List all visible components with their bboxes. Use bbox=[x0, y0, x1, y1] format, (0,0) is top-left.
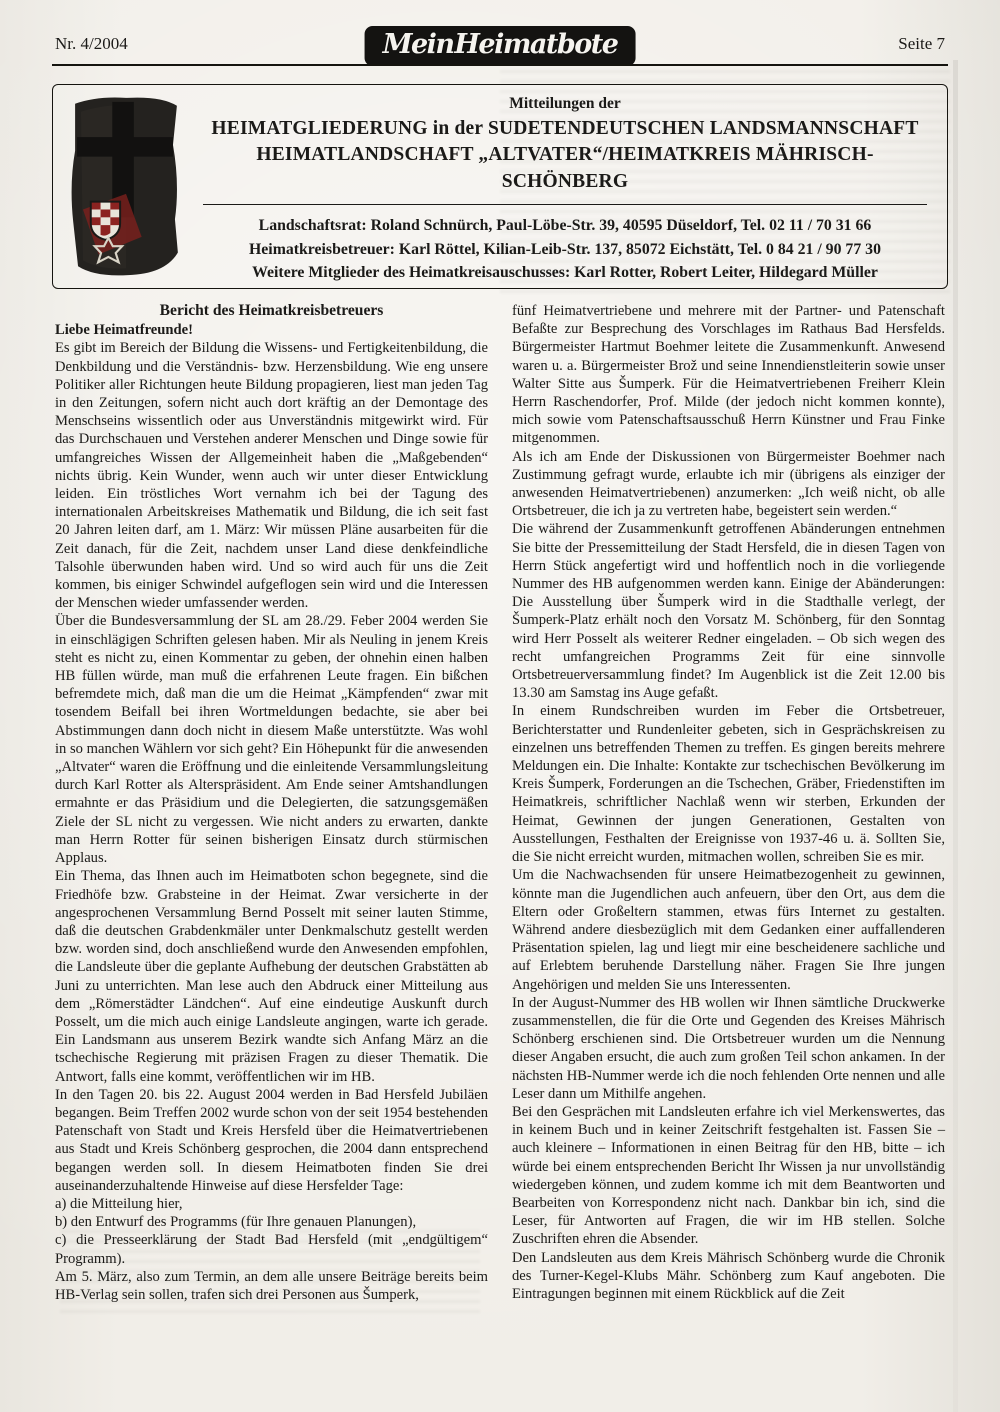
association-header-box bbox=[52, 84, 948, 289]
association-header-text bbox=[191, 85, 947, 288]
paragraph: In der August-Nummer des HB wollen wir Ihnen sämtliche Druckwerke zusammenstellen, die für die Orte und Gegenden des Kreises Mährisch Schönberg erschienen sind. Die Ortsbetreuer wurden um die Nennung dieser Angaben ersucht, die auch zum großen Teil schon ankamen. In der nächsten HB-Nummer werde ich die noch fehlenden Orte nennen und alle Leser dann um Mithilfe angehen. bbox=[512, 994, 945, 1102]
page-number: Seite 7 bbox=[898, 34, 945, 53]
box-title-line2: HEIMATLANDSCHAFT „ALTVATER“/HEIMATKREIS MÄHRISCH-SCHÖNBERG bbox=[256, 144, 874, 192]
article-salutation: Liebe Heimatfreunde! bbox=[55, 322, 193, 339]
left-column bbox=[55, 302, 488, 1304]
masthead-title: Mein Heimatbote bbox=[382, 29, 618, 60]
paragraph: Am 5. März, also zum Termin, an dem alle unsere Beiträge bereits beim HB-Verlag sein sollen, trafen sich drei Personen aus Šumperk, bbox=[55, 1268, 488, 1303]
box-divider bbox=[203, 204, 927, 205]
box-subtitle: Mitteilungen der bbox=[509, 95, 621, 112]
paragraph: Um die Nachwachsenden für unsere Heimatbezogenheit zu gewinnen, könnte man die Jugendlichen auch anfeuern, über den Ort, aus dem die Eltern oder Großeltern stammen, etwas fürs Internet zu gestalten. Während andere diesbezüglich mit dem Gedanken einer auffallenderen Präsentation spielen, lag und liegt mir eine bescheidenere sachliche und auf Erlebtem beruhende Darstellung näher. Fragen Sie Ihre jungen Angehörigen und melden Sie uns Interessenten. bbox=[512, 867, 945, 993]
article-heading: Bericht des Heimatkreisbetreuers bbox=[159, 302, 384, 319]
box-title-line1: HEIMATGLIEDERUNG in der SUDETENDEUTSCHEN LANDSMANNSCHAFT bbox=[211, 118, 919, 139]
paragraph: Bei den Gesprächen mit Landsleuten erfahre ich viel Merkenswertes, das in keinem Buch und in keiner Zeitschrift festgehalten ist. Fassen Sie – auch kleinere – Informationen in einen Beitrag für den HB, bitte – ich würde bei einem entsprechenden Bericht Ihr Wissen ja nur unvollständig wiedergeben können, und zudem komme ich mit dem Beantworten und Bearbeiten von Korrespondenz nicht nach. Dankbar bin ich, sind die Leser, für Antworten auf Fragen, die wir im HB stellen. Solche Zuschriften ehren die Absender. bbox=[512, 1103, 945, 1248]
contact-landschaftsrat: Landschaftsrat: Roland Schnürch, Paul-Löbe-Str. 39, 40595 Düseldorf, Tel. 02 11 / 70 31 66 bbox=[258, 216, 872, 234]
paragraph: In einem Rundschreiben wurden im Feber die Ortsbetreuer, Berichterstatter und Rundenleiter gebeten, sich in Gesprächskreisen zu einzelnen uns betreffenden Themen zu treffen. Es gingen bereits mehrere Meldungen ein. Die Inhalte: Kontakte zur tschechischen Bevölkerung im Kreis Šumperk, Forderungen an die Tschechen, Gräber, Friedenstiften im Heimatkreis, schriftlicher Nachlaß wenn wir sterben, Erkunden der Heimat, Gewinnen der jungen Generationen, Gestalten von Ausstellungen, Festhalten der Ereignisse von 1937-46 u. ä. Sollten Sie, die Sie nicht erreicht wurden, mitmachen wollen, schreiben Sie es mir. bbox=[512, 703, 945, 866]
article-body bbox=[55, 302, 945, 1304]
paragraph: Die während der Zusammenkunft getroffenen Abänderungen entnehmen Sie bitte der Pressemitteilung der Stadt Hersfeld, die in diesen Tagen von Herrn Stück angefertigt wird und hoffentlich noch in die vorliegende Nummer des HB aufgenommen werden kann. Einige der Abänderungen: Die Ausstellung über Šumperk wird in die Stadthalle verlegt, der Šumperk-Platz erhält noch den Vorsatz M. Schönberg, für den Sonntag wird Herr Posselt als weiterer Redner eingeladen. – Ob sich wegen des recht umfangreichen Programms Zeit für eine sinnvolle Ortsbetreuerversammlung findet? Im Augenblick ist die Zeit 12.00 bis 13.30 am Samstag ins Auge gefaßt. bbox=[512, 521, 945, 702]
paragraph: Über die Bundesversammlung der SL am 28./29. Feber 2004 werden Sie in einschlägigen Schriften gelesen haben. Mir als Neuling in jenem Kreis steht es nicht zu, einen Kommentar zu geben, der ohnehin einen halben HB füllen würde, man muß die erfahrenen Leute fragen. Ein bißchen befremdete mich, daß man die um die Heimat „Kämpfenden“ zwar mit tosendem Beifall bei ihren Wortmeldungen bedachte, sie aber bei Abstimmungen dann doch nicht in diesem Maße unterstützte. Was wohl in so manchen Wählern vor sich geht? Ein Höhepunkt für die anwesenden „Altvater“ waren die Eröffnung und die einleitende Versammlungsleitung durch Karl Rotter als Alterspräsident. Am Ende seiner Amtshandlungen ermahnte er das Präsidium und die Delegierten, die satzungsgemäßen Ziele der SL nicht zu vergessen. Wie nicht anders zu erwarten, dankte man Herrn Rotter für seinen bisherigen Einsatz durch stürmischen Applaus. bbox=[55, 613, 488, 867]
header-divider bbox=[52, 64, 948, 66]
left-column-text bbox=[55, 339, 488, 1304]
paragraph: Es gibt im Bereich der Bildung die Wissens- und Fertigkeitenbildung, die Denkbildung und die Verständnis- bzw. Herzensbildung. Wie eng unsere Politiker aller Richtungen heute Bildung propagieren, liest man jeden Tag in den Zeitungen, sofern nicht auch dort kräftig an der Demontage des Menschseins wissentlich oder aus Unverständnis mitgewirkt wird. Für das Durchschauen und Verstehen anderer Menschen und Dinge sowie für umfangreiches Wissen der Allgemeinheit haben die „Maßgebenden“ nichts übrig. Kein Wunder, wenn auch wir unter dieser Entwicklung leiden. Ein tröstliches Wort vernahm ich bei der Tagung des internationalen Arbeitskreises Mathematik und Bildung, die ich seit fast 20 Jahren leiten darf, am 1. März: Wir müssen Pläne ausarbeiten für die Zeit danach, für die Zeit, nachdem unser Land diese denkfeindliche Talsohle überwunden haben wird. Und so wird auch für uns die Zeit kommen, bis einiger Schwindel aufgeflogen sein wird und die Interessen der Menschen wieder umfassender werden. bbox=[55, 340, 488, 612]
masthead-logo bbox=[365, 26, 636, 66]
right-column bbox=[512, 302, 945, 1304]
paragraph: Ein Thema, das Ihnen auch im Heimatboten schon begegnete, sind die Friedhöfe bzw. Grabsteine in der Heimat. Zwar versicherte in der angesprochenen Versammlung Bernd Posselt mit seiner lauten Stimme, daß die deutschen Grabdenkmäler unter Denkmalschutz gestellt werden bzw. worden sind, doch anschließend wurde den Anwesenden empfohlen, die Landsleute über die geplante Aufhebung der deutschen Grabstätten ab Juni zu unterrichten. Man lese auch den Abdruck einer Mitteilung aus dem „Römerstädter Ländchen“. Auf eine eindeutige Auskunft durch Posselt, um die mich auch einige Landsleute angingen, warte ich gerade. Ein Landsmann aus unserem Bezirk wandte sich Anfang März an die tschechische Regierung mit präzisen Fragen zu dieser Thematik. Die Antwort, falls eine kommt, veröffentlichen wir im HB. bbox=[55, 868, 488, 1085]
scan-edge-shadow bbox=[953, 60, 958, 1412]
contact-heimatkreisbetreuer: Heimatkreisbetreuer: Karl Röttel, Kilian-Leib-Str. 137, 85072 Eichstätt, Tel. 0 84 21 / 90 77 30 bbox=[249, 240, 881, 258]
paragraph: b) den Entwurf des Programms (für Ihre genauen Planungen), bbox=[55, 1214, 417, 1231]
issue-number: Nr. 4/2004 bbox=[55, 34, 128, 53]
coat-of-arms-icon bbox=[53, 85, 191, 288]
contact-weitere-mitglieder: Weitere Mitglieder des Heimatkreisauschusses: Karl Rotter, Robert Leiter, Hildegard Müller bbox=[252, 264, 878, 282]
paragraph: Als ich am Ende der Diskussionen von Bürgermeister Boehmer nach Zustimmung gefragt wurde, erlaubte ich mir (übrigens als einziger der anwesenden Heimatvertriebenen) anzumerken: „Ich weiß nicht, ob alle Ortsbetreuer, die ich ja zu vertreten habe, begeistert sein werden.“ bbox=[512, 448, 945, 520]
paragraph: In den Tagen 20. bis 22. August 2004 werden in Bad Hersfeld Jubiläen begangen. Beim Treffen 2002 wurde schon von der seit 1954 bestehenden Patenschaft von Stadt und Kreis Hersfeld über die Heimatvertriebenen aus Stadt und Kreis Schönberg gesprochen, die 2004 dann entsprechend begangen werden soll. In diesem Heimatboten finden Sie drei auseinanderzuhaltende Hinweise auf diese Hersfelder Tage: bbox=[55, 1086, 488, 1194]
page-header bbox=[55, 26, 945, 66]
paragraph: c) die Presseerklärung der Stadt Bad Hersfeld (mit „endgültigem“ Programm). bbox=[55, 1232, 488, 1267]
paragraph: Den Landsleuten aus dem Kreis Mährisch Schönberg wurde die Chronik des Turner-Kegel-Klubs Mähr. Schönberg zum Kauf angeboten. Die Eintragungen beginnen mit einem Rückblick auf die Zeit bbox=[512, 1249, 945, 1302]
paragraph: a) die Mitteilung hier, bbox=[55, 1195, 183, 1212]
right-column-text bbox=[512, 302, 945, 1303]
paragraph: fünf Heimatvertriebene und mehrere mit der Partner- und Patenschaft Befaßte zur Besprechung des Vorschlages im Rathaus Bad Hersfelds. Bürgermeister Hartmut Boehmer leitete die Zusammenkunft. Anwesend waren u. a. Bürgermeister Brož und seine Innendienstleiterin sowie unser Walter Sitte aus Šumperk. Für die Heimatvertriebenen Freiherr Klein Herrn Raschendorfer, Prof. Milde (der jedoch nicht kommen konnte), mich sowie vom Patenschaftsausschuß Herrn Künstner und Frau Finke mitgenommen. bbox=[512, 303, 945, 447]
